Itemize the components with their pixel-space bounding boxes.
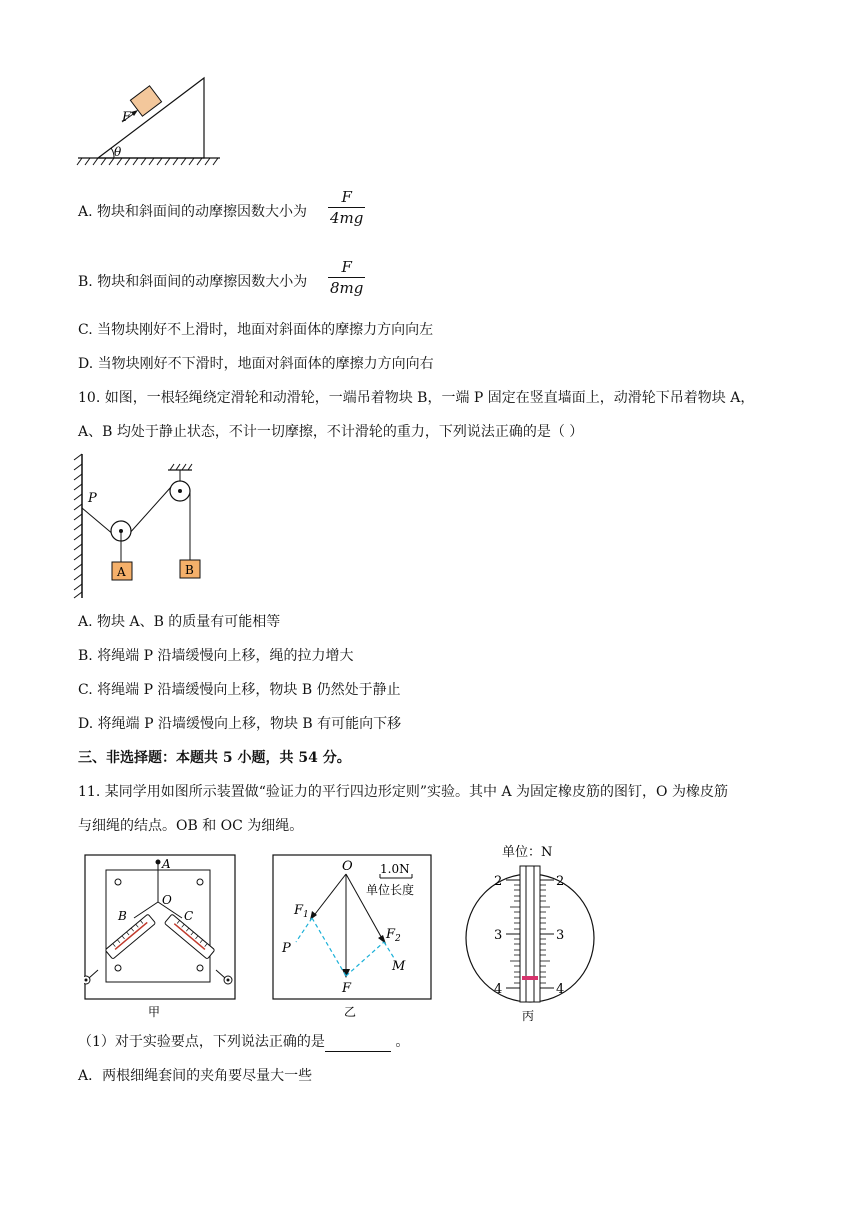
- q10-option-b[interactable]: B. 将绳端 P 沿墙缓慢向上移，绳的拉力增大: [78, 648, 354, 664]
- incline-figure: [76, 72, 226, 168]
- caption-jia: 甲: [148, 1005, 161, 1019]
- q9-option-a-text: A. 物块和斜面间的动摩擦因数大小为: [78, 204, 308, 220]
- q11-stem-line1: 11. 某同学用如图所示装置做“验证力的平行四边形定则”实验。其中 A 为固定橡皮筋的图钉，O 为橡皮筋: [78, 784, 728, 800]
- label-p: P: [88, 491, 97, 506]
- label-m: M: [392, 959, 406, 974]
- figure-bing: [460, 840, 600, 1026]
- tick-2-left: 2: [494, 874, 503, 889]
- q9-option-b-fraction: [328, 258, 365, 297]
- q10-option-d[interactable]: D. 将绳端 P 沿墙缓慢向上移，物块 B 有可能向下移: [78, 716, 402, 732]
- angle-label: θ: [114, 145, 122, 159]
- q10-stem-line2: A、B 均处于静止状态，不计一切摩擦，不计滑轮的重力，下列说法正确的是（ ）: [78, 424, 584, 440]
- tick-4-left: 4: [494, 982, 503, 997]
- tick-4-right: 4: [556, 982, 565, 997]
- label-b: B: [118, 909, 127, 923]
- label-o: O: [342, 859, 353, 874]
- section3-heading: 三、非选择题：本题共 5 小题，共 54 分。: [78, 750, 351, 766]
- q11-sub1-suffix: 。: [390, 1034, 410, 1050]
- scale-label: 单位长度: [366, 883, 415, 897]
- q9-option-d[interactable]: D. 当物块刚好不下滑时，地面对斜面体的摩擦力方向向右: [78, 356, 434, 372]
- figure-yi: [272, 854, 436, 1024]
- q9-option-a[interactable]: [78, 202, 307, 222]
- label-o: O: [162, 893, 172, 907]
- label-p: P: [282, 941, 291, 956]
- q11-sub1-prefix: （1）对于实验要点，下列说法正确的是: [78, 1034, 325, 1050]
- q10-stem-line1: 10. 如图，一根轻绳绕定滑轮和动滑轮，一端吊着物块 B，一端 P 固定在竖直墙面上，动滑轮下吊着物块 A，: [78, 390, 755, 406]
- label-f1-sub: 1: [303, 910, 309, 920]
- unit-label: 单位：N: [502, 845, 553, 860]
- q9-option-b-text: B. 物块和斜面间的动摩擦因数大小为: [78, 274, 308, 290]
- scale-value: 1.0N: [380, 862, 410, 876]
- q10-option-a[interactable]: A. 物块 A、B 的质量有可能相等: [78, 614, 281, 630]
- q11-sub1: [78, 1032, 409, 1052]
- force-label: F: [122, 110, 132, 125]
- label-f2: F: [386, 927, 396, 942]
- fraction-denominator: 8mg: [330, 279, 364, 297]
- q11-stem-line2: 与细绳的结点。OB 和 OC 为细绳。: [78, 818, 304, 834]
- q9-option-a-fraction: [328, 188, 365, 227]
- label-f: F: [342, 981, 352, 996]
- pointer: [522, 976, 538, 980]
- fraction-denominator: 4mg: [330, 209, 364, 227]
- label-c: C: [184, 909, 194, 923]
- q9-option-c[interactable]: C. 当物块刚好不上滑时，地面对斜面体的摩擦力方向向左: [78, 322, 434, 338]
- pulley-figure: [70, 450, 210, 602]
- caption-yi: 乙: [344, 1005, 357, 1019]
- fraction-numerator: F: [341, 258, 352, 276]
- figure-jia: [84, 854, 240, 1024]
- tick-2-right: 2: [556, 874, 565, 889]
- caption-bing: 丙: [522, 1009, 535, 1023]
- label-a: A: [162, 857, 171, 871]
- tick-3-right: 3: [556, 928, 565, 943]
- q10-option-c[interactable]: C. 将绳端 P 沿墙缓慢向上移，物块 B 仍然处于静止: [78, 682, 401, 698]
- tick-3-left: 3: [494, 928, 503, 943]
- q9-option-b[interactable]: [78, 272, 307, 292]
- fraction-numerator: F: [341, 188, 352, 206]
- label-f2-sub: 2: [395, 934, 401, 944]
- label-f1: F: [294, 903, 304, 918]
- label-b: B: [185, 563, 194, 577]
- q11-option-a[interactable]: A．两根细绳套间的夹角要尽量大一些: [78, 1068, 313, 1084]
- label-a: A: [117, 565, 126, 579]
- answer-blank[interactable]: [325, 1037, 391, 1052]
